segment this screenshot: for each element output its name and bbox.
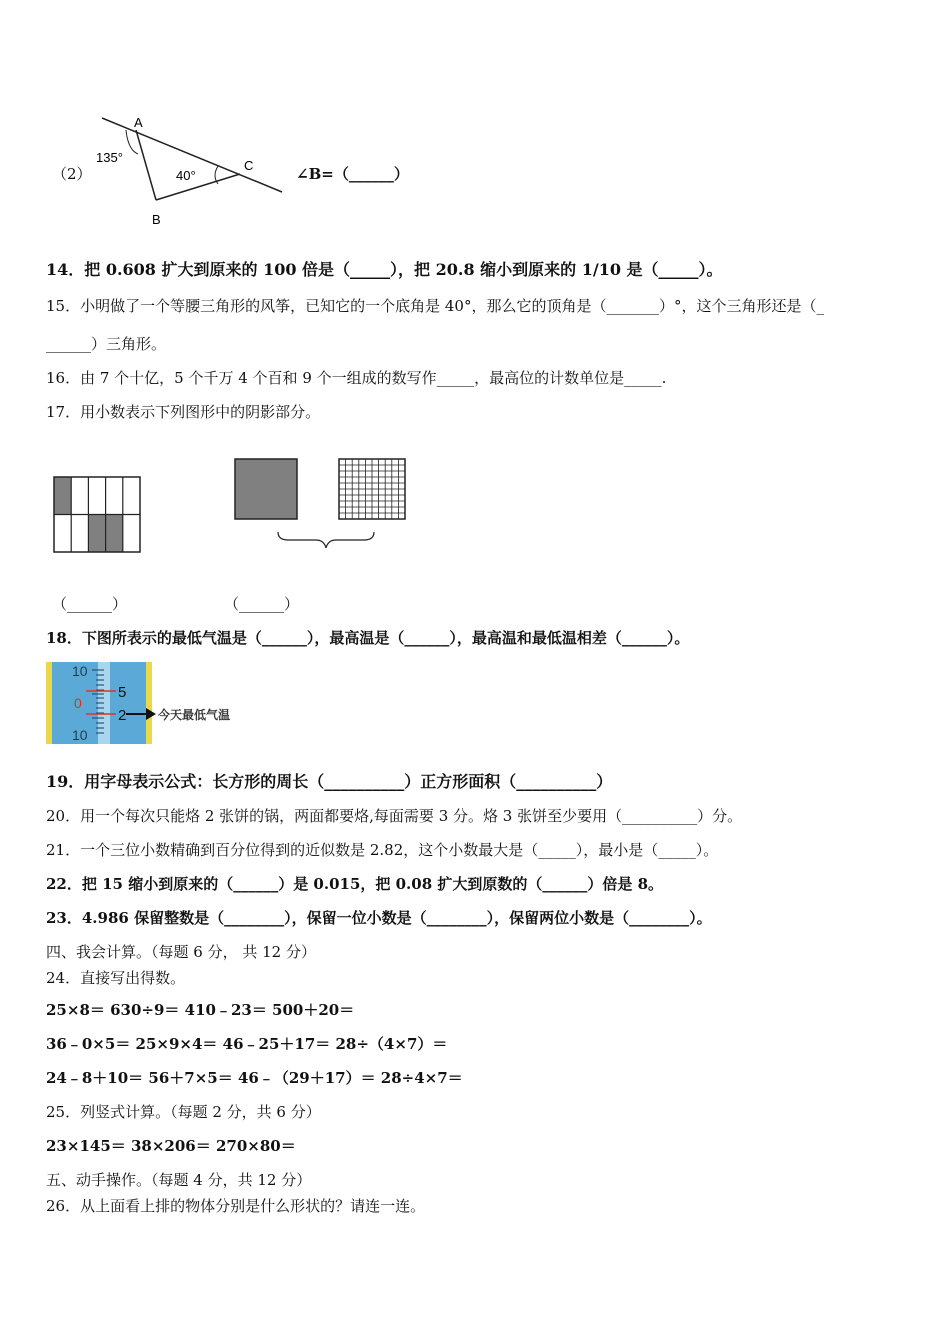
shaded-square-figure [234, 458, 300, 522]
q17-blank-right: （______） [224, 595, 300, 613]
angle-40-label: 40° [176, 168, 196, 183]
q25-row: 23×145＝ 38×206＝ 270×80＝ [46, 1137, 296, 1155]
scale-bottom-label: 10 [72, 727, 88, 743]
q24-row1: 25×8＝ 630÷9＝ 410﹣23＝ 500＋20＝ [46, 1001, 355, 1019]
q26-text: 26．从上面看上排的物体分别是什么形状的？请连一连。 [46, 1197, 426, 1215]
scale-top-label: 10 [72, 663, 88, 679]
q18-text: 18．下图所表示的最低气温是（______），最高温是（______），最高温和最低温相差（______）。 [46, 629, 690, 647]
q19-text: 19．用字母表示公式：长方形的周长（__________）正方形面积（__________） [46, 772, 613, 791]
vertex-b-label: B [152, 212, 161, 227]
hundred-grid-figure [338, 458, 408, 522]
q17-text: 17．用小数表示下列图形中的阴影部分。 [46, 403, 321, 421]
mark-low-label: 2 [118, 707, 127, 724]
q20-text: 20．用一个每次只能烙 2 张饼的锅，两面都要烙,每面需要 3 分。烙 3 张饼至少要用（__________）分。 [46, 807, 743, 825]
q21-text: 21．一个三位小数精确到百分位得到的近似数是 2.82，这个小数最大是（_____），最小是（_____）。 [46, 841, 719, 859]
q24-row2: 36﹣0×5＝ 25×9×4＝ 46﹣25＋17＝ 28÷（4×7）＝ [46, 1035, 448, 1053]
q24-row3: 24﹣8＋10＝ 56＋7×5＝ 46﹣（29＋17）＝ 28÷4×7＝ [46, 1069, 463, 1087]
thermometer-figure [46, 662, 246, 746]
lowest-temp-arrow-label: 今天最低气温 [158, 708, 231, 722]
vertex-a-label: A [134, 115, 143, 130]
vertex-c-label: C [244, 158, 254, 173]
q13-answer-prompt: ∠B=（______） [296, 165, 409, 183]
q14-text: 14．把 0.608 扩大到原来的 100 倍是（_____），把 20.8 缩小到原来的 1/10 是（_____）。 [46, 260, 723, 279]
q16-text: 16．由 7 个十亿，5 个千万 4 个百和 9 个一组成的数写作_____，最高位的计数单位是_____. [46, 369, 667, 387]
q25-title: 25．列竖式计算。（每题 2 分，共 6 分） [46, 1103, 321, 1121]
q15-text-line1: 15．小明做了一个等腰三角形的风筝，已知它的一个底角是 40°，那么它的顶角是（_______）°，这个三角形还是（_ [46, 297, 824, 315]
q23-text: 23．4.986 保留整数是（________），保留一位小数是（________），保留两位小数是（________）。 [46, 909, 712, 927]
brace-figure [276, 530, 376, 552]
q13-part-label: （2） [52, 165, 92, 183]
q22-text: 22．把 15 缩小到原来的（______）是 0.015，把 0.08 扩大到原数的（______）倍是 8。 [46, 875, 664, 893]
section-5-heading: 五、动手操作。（每题 4 分，共 12 分） [46, 1171, 312, 1189]
mark-high-label: 5 [118, 684, 127, 701]
triangle-figure [90, 110, 290, 230]
q24-title: 24．直接写出得数。 [46, 969, 186, 987]
section-4-heading: 四、我会计算。（每题 6 分， 共 12 分） [46, 943, 316, 961]
scale-zero-label: 0 [74, 695, 82, 711]
angle-135-label: 135° [96, 150, 123, 165]
fraction-grid-figure [54, 477, 142, 555]
q17-blank-left: （______） [52, 595, 128, 613]
q15-text-line2: ______）三角形。 [46, 335, 167, 353]
